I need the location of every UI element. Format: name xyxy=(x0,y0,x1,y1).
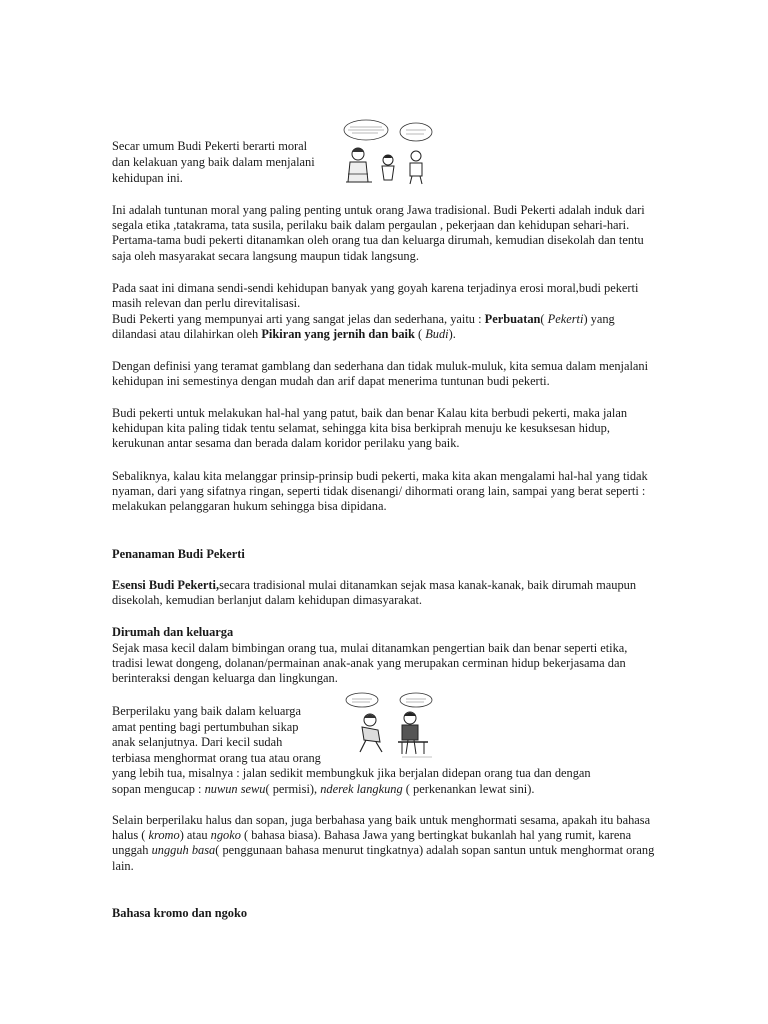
paragraph-bahasa: Selain berperilaku halus dan sopan, juga berbahasa yang baik untuk menghormati sesama, apakah itu bahasa halus ( kromo) atau ngoko ( bahasa biasa). Bahasa Jawa yang bertingkat bukanlah hal yang rumit, karena unggah ungguh basa( penggunaan bahasa menurut tingkatnya) adalah sopan santun untuk menghormat orang lain. xyxy=(112,813,655,873)
paragraph-berperilaku-line: Berperilaku yang baik dalam keluarga xyxy=(112,704,301,718)
paragraph-berperilaku-line: terbiasa menghormat orang tua atau orang xyxy=(112,751,321,765)
heading-dirumah: Dirumah dan keluarga xyxy=(112,625,234,639)
comic-illustration-children-icon xyxy=(342,690,436,760)
paragraph-berperilaku-line: anak selanjutnya. Dari kecil sudah xyxy=(112,735,283,749)
paragraph-erosi-moral: Pada saat ini dimana sendi-sendi kehidupan banyak yang goyah karena terjadinya erosi moral,budi pekerti masih relevan dan perlu direvitalisasi. xyxy=(112,281,639,311)
intro-line: Secar umum Budi Pekerti berarti moral xyxy=(112,139,308,153)
heading-bahasa-kromo: Bahasa kromo dan ngoko xyxy=(112,906,248,920)
comic-illustration-family-icon xyxy=(336,116,436,188)
paragraph-gamblang: Dengan definisi yang teramat gamblang dan sederhana dan tidak muluk-muluk, kita semua dalam menjalani kehidupan ini semestinya dengan mudah dan arif dapat menerima tuntunan budi pekerti. xyxy=(112,359,649,389)
paragraph-sebaliknya: Sebaliknya, kalau kita melanggar prinsip-prinsip budi pekerti, maka kita akan mengalami hal-hal yang tidak nyaman, dari yang sifatnya ringan, seperti tidak disenangi/ dihormati orang lain, sampai yang berat seperti : melakukan pelanggaran hukum sehingga bisa dipidana. xyxy=(112,469,648,514)
paragraph-tuntunan-moral: Ini adalah tuntunan moral yang paling penting untuk orang Jawa tradisional. Budi Pekerti adalah induk dari segala etika ,tatakrama, tata susila, perilaku baik dalam pergaulan , pekerjaan dan kehidupan sehari-hari. Pertama-tama budi pekerti ditanamkan oleh orang tua dan keluarga dirumah, kemudian disekolah dan tentu saja oleh masyarakat secara langsung maupun tidak langsung. xyxy=(112,203,645,263)
paragraph-hal-patut: Budi pekerti untuk melakukan hal-hal yang patut, baik dan benar Kalau kita berbudi pekerti, maka jalan kehidupan kita paling tidak tentu selamat, sehingga kita bisa berkiprah menuju ke kesuksesan hidup, kerukunan antar sesama dan berada dalam koridor perilaku yang baik. xyxy=(112,406,628,451)
intro-line: kehidupan ini. xyxy=(112,171,183,185)
paragraph-masa-kecil: Sejak masa kecil dalam bimbingan orang tua, mulai ditanamkan pengertian baik dan benar seperti etika, tradisi lewat dongeng, dolanan/permainan anak-anak yang merupakan cerminan hidup bekerjasama dan berinteraksi dengan keluarga dan lingkungan. xyxy=(112,641,628,686)
paragraph-berperilaku-line: yang lebih tua, misalnya : jalan sedikit membungkuk jika berjalan didepan orang tua dan dengan xyxy=(112,766,591,780)
paragraph-definisi: Budi Pekerti yang mempunyai arti yang sangat jelas dan sederhana, yaitu : Perbuatan( Pekerti) yang dilandasi atau dilahirkan oleh Pikiran yang jernih dan baik ( Budi). xyxy=(112,312,615,342)
paragraph-berperilaku-line: sopan mengucap : nuwun sewu( permisi), nderek langkung ( perkenankan lewat sini). xyxy=(112,782,535,796)
heading-penanaman: Penanaman Budi Pekerti xyxy=(112,547,245,561)
intro-line: dan kelakuan yang baik dalam menjalani xyxy=(112,155,315,169)
paragraph-esensi: Esensi Budi Pekerti,secara tradisional mulai ditanamkan sejak masa kanak-kanak, baik dirumah maupun disekolah, kemudian berlanjut dalam kehidupan dimasyarakat. xyxy=(112,578,637,608)
paragraph-berperilaku-line: amat penting bagi pertumbuhan sikap xyxy=(112,720,299,734)
